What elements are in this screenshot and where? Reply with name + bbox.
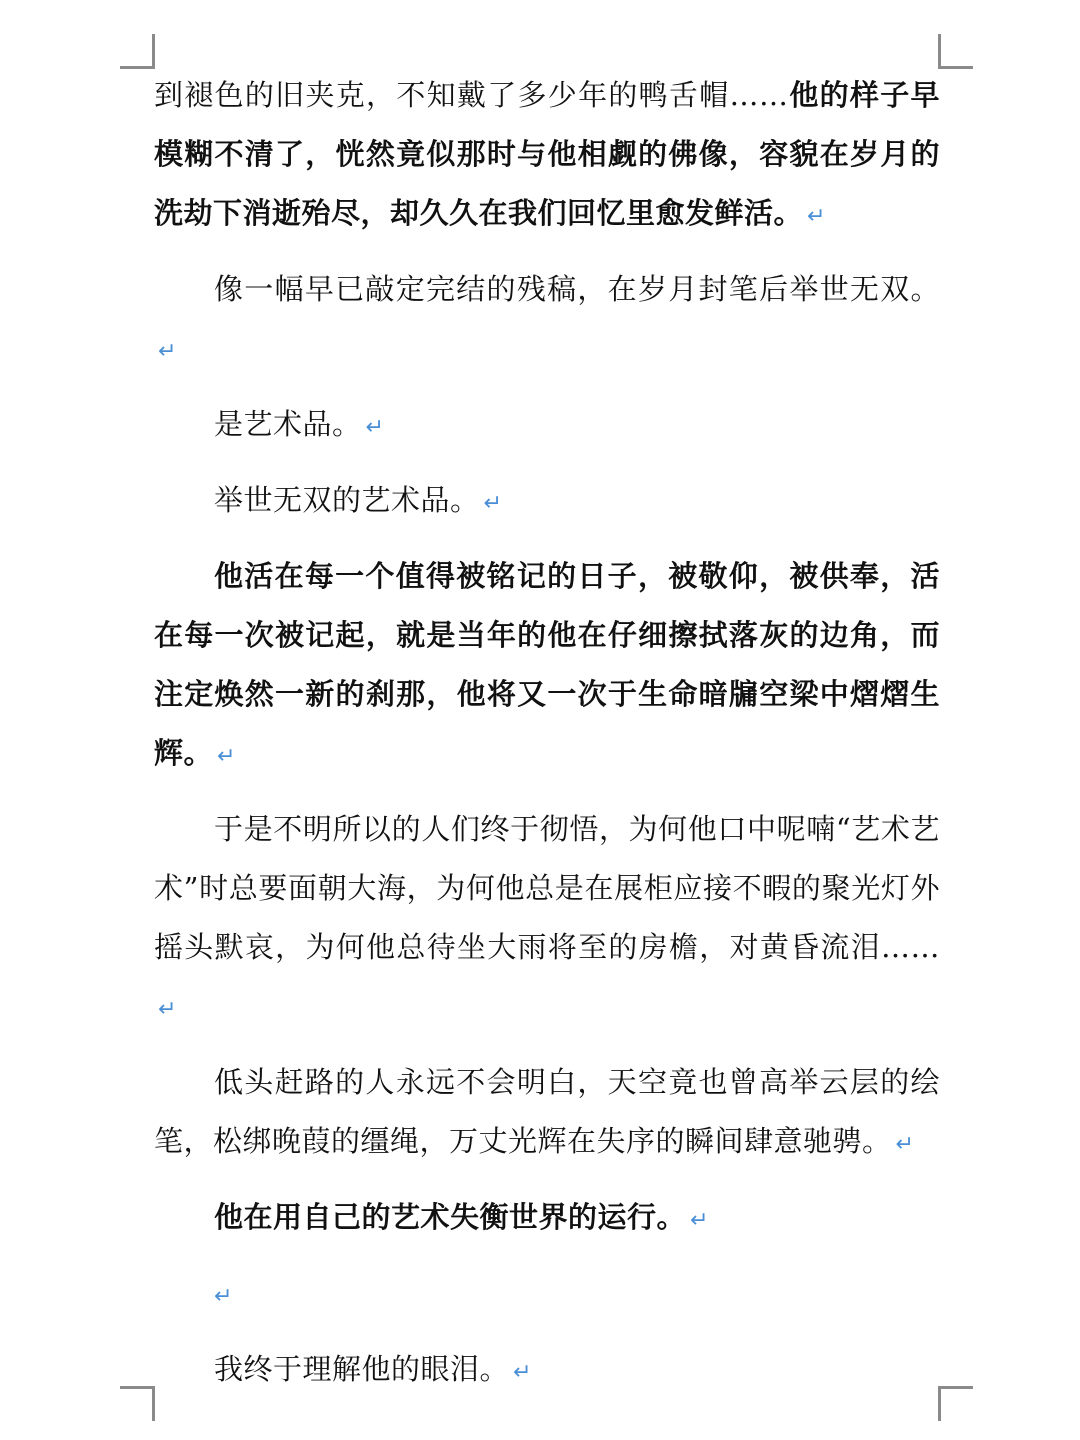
paragraph-8 xyxy=(154,1188,940,1250)
paragraph-6-text: 于是不明所以的人们终于彻悟，为何他口中呢喃“艺术艺术”时总要面朝大海，为何他总是在展柜应接不暇的聚光灯外摇头默哀，为何他总待坐大雨将至的房檐，对黄昏流泪…… xyxy=(154,812,940,964)
page-corner-mark-bottom-right xyxy=(938,1386,973,1421)
paragraph-mark-icon: ↵ xyxy=(158,339,177,364)
paragraph-8-text: 他在用自己的艺术失衡世界的运行。 xyxy=(214,1200,687,1234)
paragraph-10 xyxy=(154,1340,940,1402)
paragraph-2 xyxy=(154,260,940,381)
paragraph-mark-icon: ↵ xyxy=(214,1284,233,1309)
paragraph-mark-icon: ↵ xyxy=(483,491,503,516)
paragraph-7-text: 低头赶路的人永远不会明白，天空竟也曾高举云层的绘笔，松绑晚葭的缰绳，万丈光辉在失序的瞬间肆意驰骋。 xyxy=(154,1065,940,1158)
paragraph-mark-icon: ↵ xyxy=(158,997,177,1022)
paragraph-3-text: 是艺术品。 xyxy=(214,407,362,441)
page-corner-mark-top-left xyxy=(120,34,155,69)
paragraph-5-text: 他活在每一个值得被铭记的日子，被敬仰，被供奉，活在每一次被记起，就是当年的他在仔细擦拭落灰的边角，而注定焕然一新的刹那，他将又一次于生命暗牖空梁中熠熠生辉。 xyxy=(154,559,940,770)
page-corner-mark-top-right xyxy=(938,34,973,69)
paragraph-2-text: 像一幅早已敲定完结的残稿，在岁月封笔后举世无双。 xyxy=(214,272,940,306)
paragraph-1-bold-text: 他的样子早模糊不清了，恍然竟似那时与他相觑的佛像，容貌在岁月的洗劫下消逝殆尽，却久久在我们回忆里愈发鲜活。 xyxy=(154,78,940,230)
paragraph-10-text: 我终于理解他的眼泪。 xyxy=(214,1352,510,1386)
paragraph-3 xyxy=(154,395,940,457)
paragraph-mark-icon: ↵ xyxy=(807,204,826,229)
paragraph-mark-icon: ↵ xyxy=(513,1360,532,1385)
paragraph-mark-icon: ↵ xyxy=(217,744,236,769)
document-body[interactable] xyxy=(154,66,940,1402)
paragraph-mark-icon: ↵ xyxy=(365,415,385,440)
paragraph-9-empty xyxy=(154,1264,940,1326)
paragraph-6 xyxy=(154,800,940,1039)
paragraph-5 xyxy=(154,547,940,786)
page-corner-mark-bottom-left xyxy=(120,1386,155,1421)
paragraph-4 xyxy=(154,471,940,533)
paragraph-1-text: 到褪色的旧夹克，不知戴了多少年的鸭舌帽…… xyxy=(154,78,789,112)
paragraph-1 xyxy=(154,66,940,246)
paragraph-7 xyxy=(154,1053,940,1174)
paragraph-mark-icon: ↵ xyxy=(895,1132,915,1157)
paragraph-mark-icon: ↵ xyxy=(690,1208,709,1233)
paragraph-4-text: 举世无双的艺术品。 xyxy=(214,483,480,517)
